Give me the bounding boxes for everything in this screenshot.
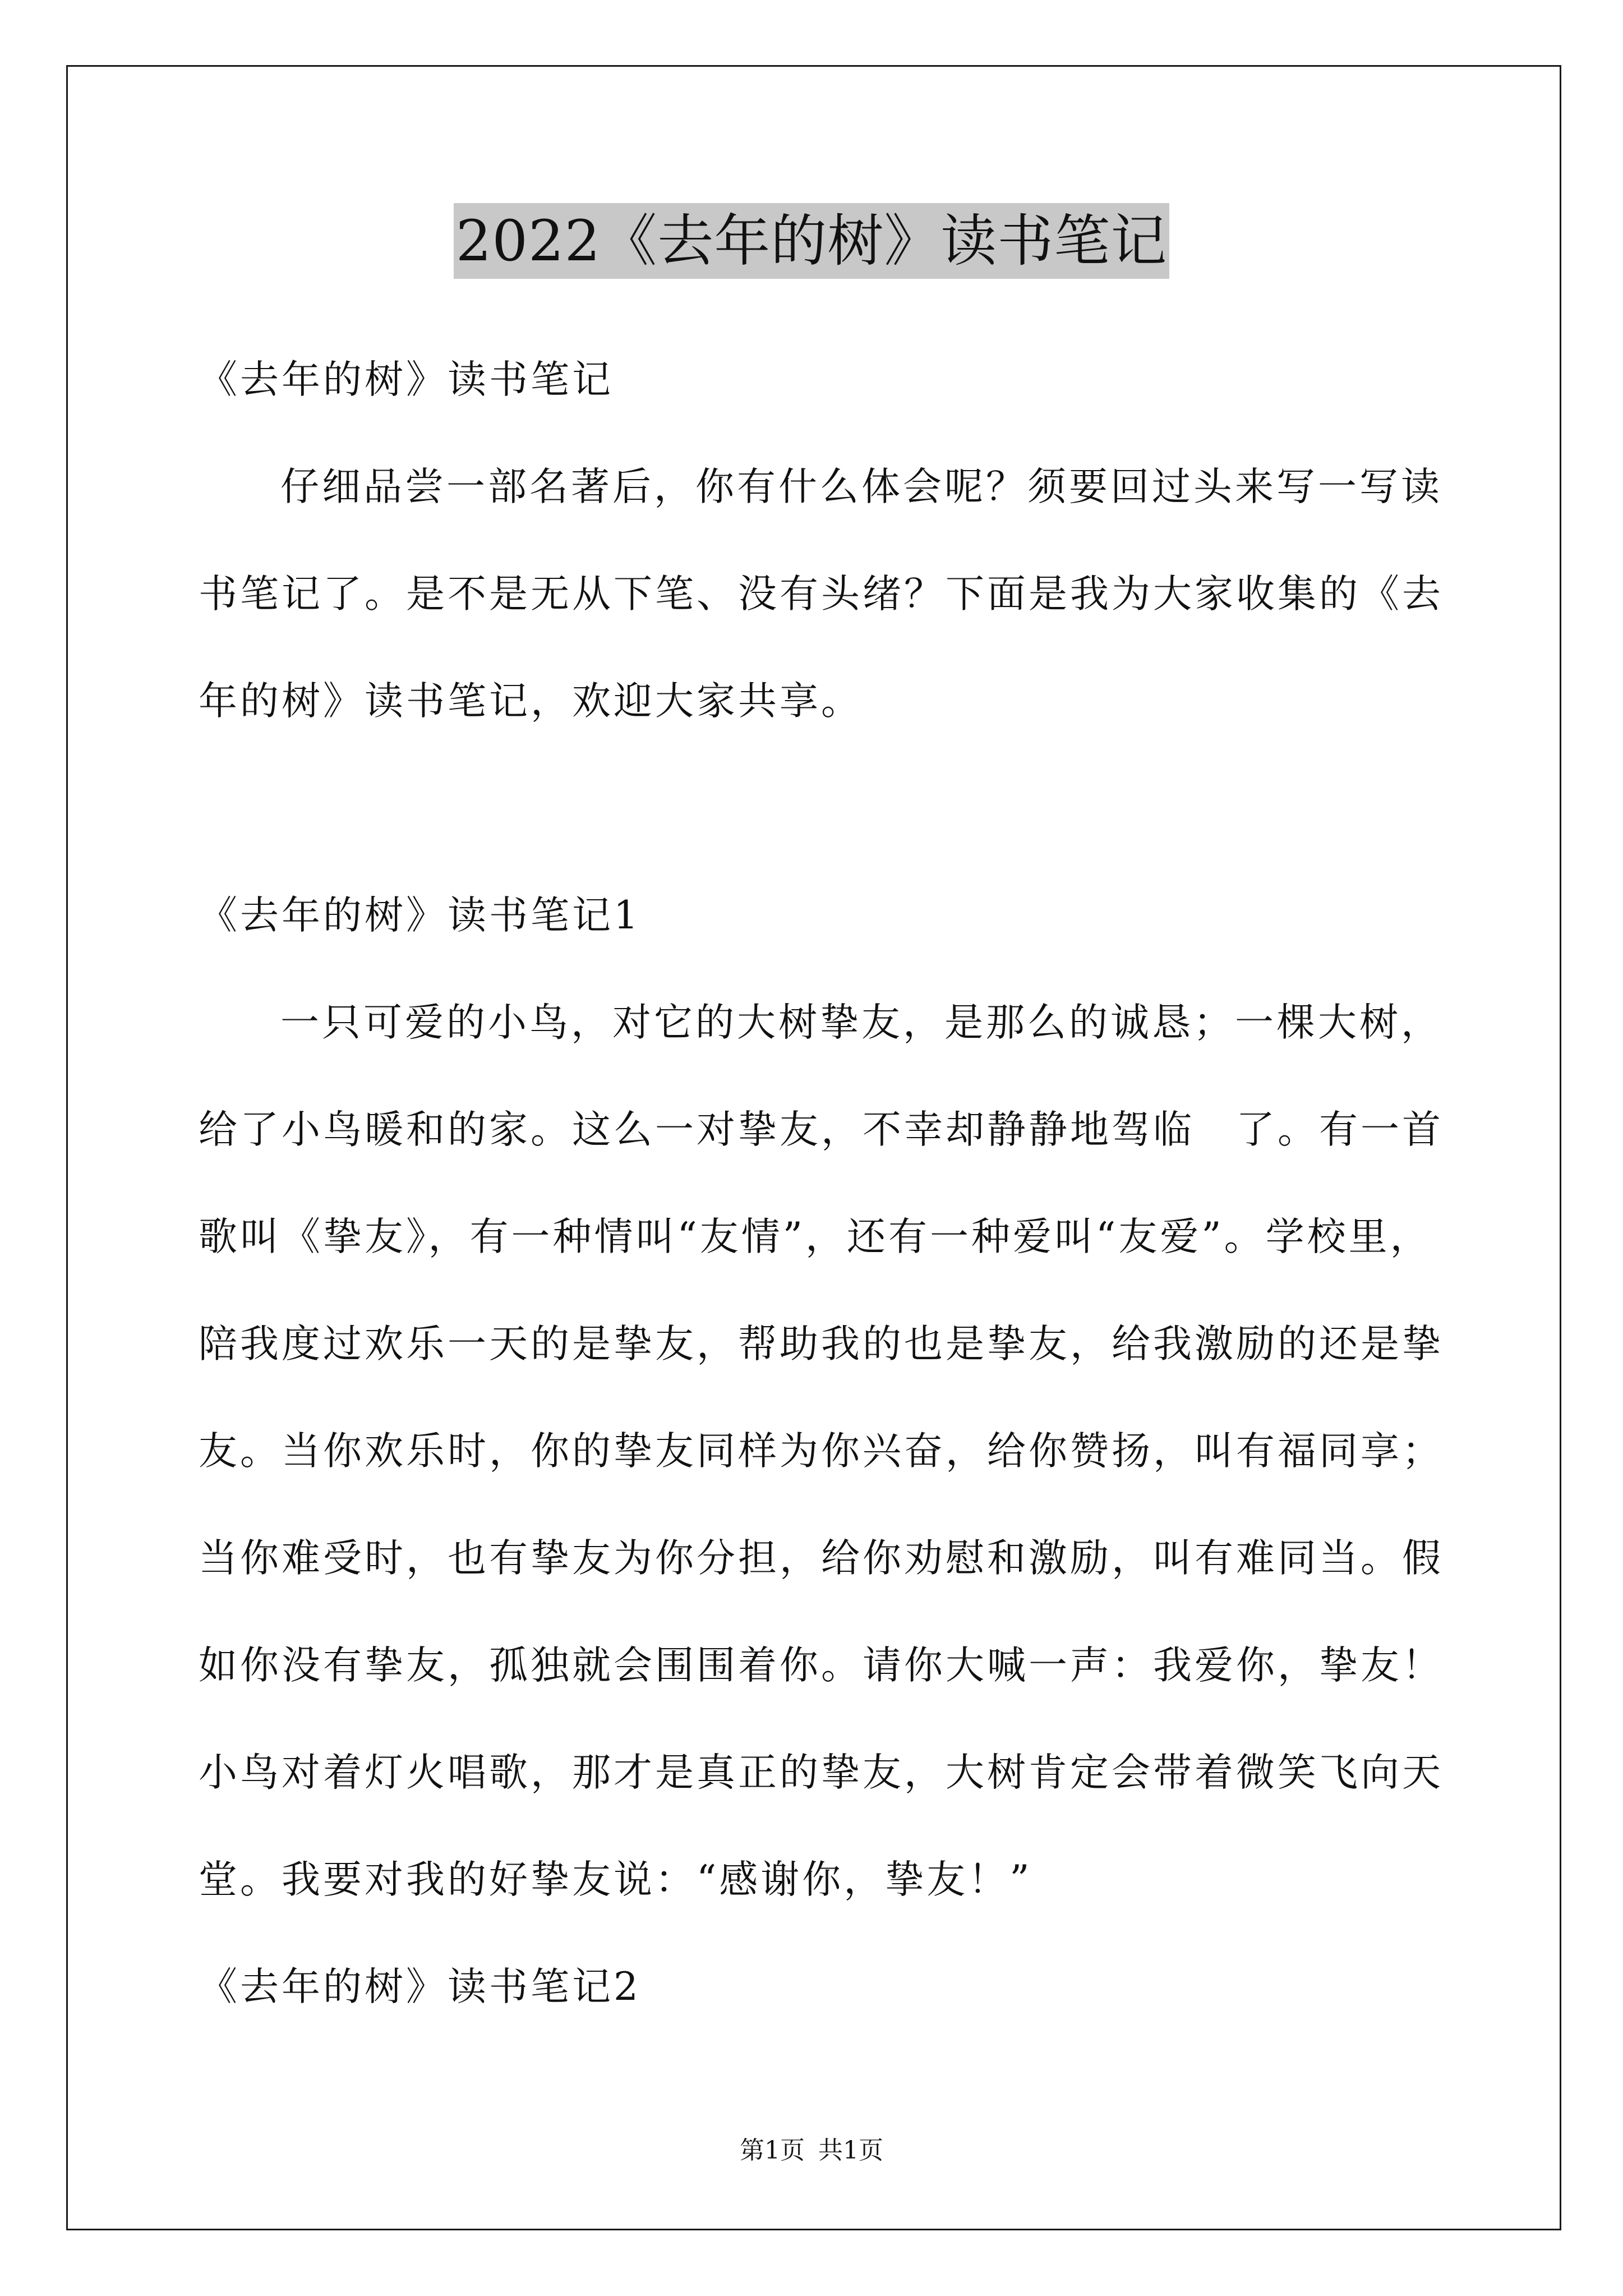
intro-line: 书笔记了。是不是无从下笔、没有头绪？下面是我为大家收集的《去 [199, 572, 1444, 616]
section1-line: 歌叫《挚友》，有一种情叫“友情”，还有一种爱叫“友爱”。学校里， [199, 1214, 1432, 1259]
section1-line: 友。当你欢乐时，你的挚友同样为你兴奋，给你赞扬，叫有福同享； [199, 1429, 1444, 1474]
intro-line: 年的树》读书笔记，欢迎大家共享。 [199, 679, 863, 724]
section1-line: 小鸟对着灯火唱歌，那才是真正的挚友，大树肯定会带着微笑飞向天 [199, 1750, 1444, 1795]
section1-line: 陪我度过欢乐一天的是挚友，帮助我的也是挚友，给我激励的还是挚 [199, 1322, 1444, 1366]
section1-line: 当你难受时，也有挚友为你分担，给你劝慰和激励，叫有难同当。假 [199, 1536, 1444, 1581]
section1-line: 如你没有挚友，孤独就会围围着你。请你大喊一声：我爱你，挚友！ [199, 1643, 1444, 1688]
section1-line: 给了小鸟暖和的家。这么一对挚友，不幸却静静地驾临 了。有一首 [199, 1107, 1444, 1152]
paragraph-gap [199, 765, 1477, 872]
title-container [0, 203, 1623, 279]
intro-heading: 《去年的树》读书笔记 [199, 357, 614, 402]
section-heading-1: 《去年的树》读书笔记1 [199, 893, 641, 938]
intro-line: 仔细品尝一部名著后，你有什么体会呢？须要回过头来写一写读 [280, 464, 1442, 509]
section-heading-2: 《去年的树》读书笔记2 [199, 1964, 641, 2009]
page-number: 第1页 [740, 2136, 805, 2165]
document-body [199, 337, 1477, 2051]
page-total: 共1页 [818, 2136, 883, 2165]
section1-line: 一只可爱的小鸟，对它的大树挚友，是那么的诚恳；一棵大树， [280, 1000, 1442, 1045]
document-title: 2022《去年的树》读书笔记 [454, 203, 1170, 279]
section1-line: 堂。我要对我的好挚友说：“感谢你，挚友！” [199, 1857, 1032, 1902]
page-footer [0, 2134, 1623, 2168]
